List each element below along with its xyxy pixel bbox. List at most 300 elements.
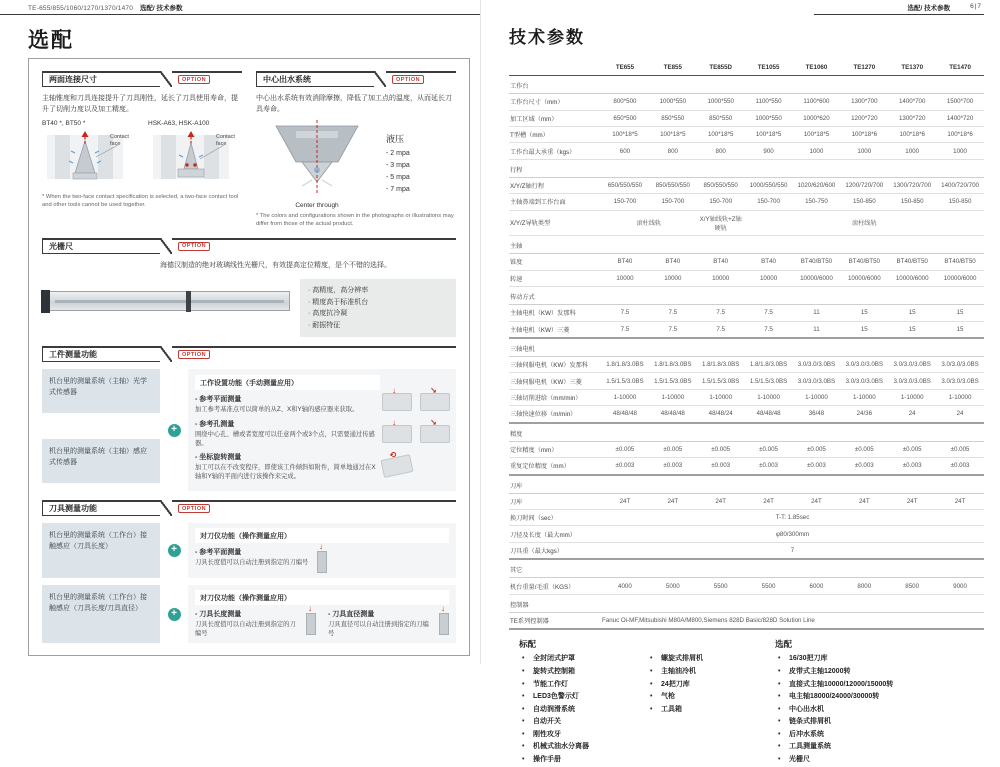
page-left-options [0,0,480,664]
spec-row [509,177,984,193]
spec-cell: 800*500 [601,94,649,110]
list-item: · 高精度，高分辨率 [308,287,369,295]
spec-cell: 7.5 [649,305,697,321]
list-item: • 气枪 [647,691,775,704]
tool-length-probe-icon [306,613,316,635]
slash-decoration [374,71,386,87]
scale-slot [55,300,284,303]
measure-item-name: - 刀具直径测量 [328,611,375,619]
spec-cell: 24T [697,493,745,509]
spec-cell: 24T [601,493,649,509]
spec-cell: ±0.003 [888,458,936,475]
spec-cell: 15 [888,321,936,338]
spec-cell: 1400/720/700 [936,177,984,193]
spec-cell: 1000*620 [793,110,841,126]
spec-cell: 4000 [601,578,649,594]
spec-cell: 3.0/3.0/3.0BS [793,373,841,389]
spec-cell: φ80/300mm [601,526,984,542]
workpiece-section-header [42,346,456,362]
slot-measure-icon: ↘ [420,425,450,443]
list-item: • LED3色警示灯 [519,691,647,704]
spec-cell: 1200/720/700 [840,177,888,193]
spec-cell: 24 [936,406,984,423]
spec-cell: 1.5/1.5/3.0BS [601,373,649,389]
spec-cell: 15 [840,305,888,321]
tool-measure-item [195,609,316,638]
workpiece-functions [188,369,456,491]
spec-cell: 10000 [745,270,793,286]
spec-row-label: 重复定位精度（mm） [509,458,601,475]
spec-cell: 7.5 [601,305,649,321]
spec-cell: ±0.005 [936,441,984,457]
spec-cell: 24T [936,493,984,509]
hsk-toolholder-figure [148,120,242,190]
spec-cell: 1100*600 [793,94,841,110]
spec-row [509,373,984,389]
spec-cell: 24T [840,493,888,509]
scale-feature-box [300,279,456,337]
spec-row-label: 换刀时间（sec） [509,510,601,526]
spec-section-row [509,594,984,612]
workpiece-measure-icons [382,386,450,475]
spec-row [509,612,984,629]
spec-cell: 15 [888,305,936,321]
band-linear-scale [42,238,456,338]
spec-cell: 8000 [840,578,888,594]
spec-cell: 1000 [840,143,888,159]
spec-row-label: 工作台最大承重（kgs） [509,143,601,159]
hydraulic-pressure-block [386,132,410,196]
spec-cell: 150-700 [649,194,697,210]
left-page-header [0,0,480,15]
spec-cell: 7.5 [745,305,793,321]
spec-cell: 850/550/550 [697,177,745,193]
plus-icon: + [168,424,181,437]
spec-cell: 11 [793,321,841,338]
spec-cell: 24T [793,493,841,509]
contact-face-label: Contact face [110,134,129,147]
spec-cell: BT40/BT50 [888,254,936,270]
measure-item-name: - 参考孔测量 [195,420,235,428]
spec-cell: 1000*550 [649,94,697,110]
spec-model-header: TE655 [601,60,649,76]
spec-cell: 15 [840,321,888,338]
spec-cell: 1-10000 [936,389,984,405]
section-rule [172,238,456,254]
spec-cell: 850*550 [649,110,697,126]
list-item: • 工具测量系统 [775,741,984,754]
spindle-icon [262,120,372,196]
measure-item [195,419,380,448]
spec-cell: 48/48/48 [745,406,793,423]
spec-cell: 3.0/3.0/3.0BS [793,357,841,373]
page-title-options: 选配 [28,29,74,52]
spec-cell: T-T: 1.85sec [601,510,984,526]
spec-cell: 1000*550 [697,94,745,110]
spec-cell: ±0.005 [697,441,745,457]
spec-cell: 7.5 [745,321,793,338]
slash-decoration [160,346,172,362]
plus-column [166,585,182,643]
list-item: • 机械式油水分离器 [519,741,647,754]
two-face-footnote: * When the two-face contact specification is selected, a two-face contact tool and other tools cannot be used together. [42,194,239,209]
right-page-header [814,0,984,15]
spec-section-label: 其它 [509,559,984,578]
spec-row [509,578,984,594]
scale-description: 海德汉制造的绝对玻璃线性光栅尺，有效提高定位精度，是个不错的选择。 [160,261,391,269]
spec-cell: 1000 [793,143,841,159]
spec-cell: BT40/BT50 [840,254,888,270]
scale-feature-list [308,285,448,331]
spec-cell: ±0.005 [745,441,793,457]
toolholder-diagrams [42,120,242,190]
spec-row-label: 工作台尺寸（mm） [509,94,601,110]
spec-cell: 100*18*5 [697,126,745,142]
spec-row [509,357,984,373]
spec-cell: 150-850 [936,194,984,210]
spec-cell: 7.5 [697,305,745,321]
spec-cell: 10000/6000 [936,270,984,286]
spec-model-header: TE1270 [840,60,888,76]
list-item: • 主轴油冷机 [647,666,775,679]
spec-cell: 7.5 [601,321,649,338]
two-face-section-header [42,71,242,87]
spec-cell: 滚柱线轨 [601,210,697,235]
hsk-label: HSK-A63, HSK-A100 [148,120,210,127]
spec-row [509,270,984,286]
section-rule [172,71,242,87]
section-rule [172,500,456,516]
spec-cell: 5500 [745,578,793,594]
spec-cell: 3.0/3.0/3.0BS [888,357,936,373]
measure-item-desc: 刀具长度值可以自动注册到指定的刀编号 [195,621,296,638]
spec-model-header: TE1470 [936,60,984,76]
spec-cell: 9000 [936,578,984,594]
spec-row [509,194,984,210]
spec-cell: ±0.005 [888,441,936,457]
spec-cell: 1-10000 [601,389,649,405]
spec-row [509,458,984,475]
bore-measure-icon: ↓ [382,425,412,443]
list-item: • 后冲水系统 [775,729,984,742]
spec-row [509,210,984,235]
optional-title: 选配 [775,639,793,650]
slash-decoration [160,500,172,516]
spec-cell: 100*18*6 [936,126,984,142]
spec-cell: 7.5 [649,321,697,338]
measure-item-desc: 刀具长度值可以自动注册到指定的刀编号 [195,559,309,567]
measure-item-name: - 参考平面测量 [195,396,242,404]
spec-row [509,493,984,509]
page-number: 6|7 [970,3,982,10]
spec-cell: 150-700 [745,194,793,210]
spec-cell: 1-10000 [697,389,745,405]
spec-cell: 1020/620/600 [793,177,841,193]
spec-cell: 36/48 [793,406,841,423]
spec-cell: 150-850 [888,194,936,210]
spec-cell: 11 [793,305,841,321]
spec-cell: 100*18*5 [649,126,697,142]
measure-item-name: - 参考平面测量 [195,549,242,557]
tool-measure-row [42,523,456,578]
list-item: · 精度高于标准机台 [308,298,369,306]
section-title: 两面连接尺寸 [42,71,160,87]
spec-cell: ±0.005 [649,441,697,457]
list-item: • 皮带式主轴12000转 [775,666,984,679]
center-coolant-description: 中心出水系统有效消除摩擦，降低了加工点的温度，从而延长刀具寿命。 [256,95,452,113]
spec-cell: 10000 [697,270,745,286]
spec-cell: ±0.005 [793,441,841,457]
rotation-measure-icon: ⟲ [380,455,413,479]
spec-section-row [509,286,984,304]
function-title-bar: 工作设置功能（手动测量应用） [195,375,380,390]
spec-corner [509,60,601,76]
spec-row [509,143,984,159]
spec-cell: 1-10000 [649,389,697,405]
spec-cell: 1.8/1.8/3.0BS [649,357,697,373]
spec-cell: 800 [649,143,697,159]
list-item: - 3 mpa [386,161,410,169]
spec-section-row [509,76,984,94]
spec-row-label: 主轴鼻端到工作台面 [509,194,601,210]
spec-cell: 1300/720/700 [888,177,936,193]
spec-cell: 1000*550 [745,110,793,126]
optical-sensor-box: 机台里的测量系统（主轴）光学式传感器 [42,369,160,413]
spec-cell: 1000/550/550 [745,177,793,193]
spec-row-label: T型槽（mm） [509,126,601,142]
spec-section-row [509,423,984,442]
list-item: • 自动开关 [519,716,647,729]
spec-cell: 1100*550 [745,94,793,110]
list-item: • 旋转式控制箱 [519,666,647,679]
optional-equipment [775,638,984,766]
list-item: • 直接式主轴10000/12000/15000转 [775,679,984,692]
spec-row-label: 刀具重（最大kgs） [509,542,601,559]
list-item: · 耐振特征 [308,321,341,329]
measure-item-desc: 刀具直径可以自动注册到指定的刀编号 [328,621,429,638]
section-title: 中心出水系统 [256,71,374,87]
spec-cell: 24 [888,406,936,423]
list-item: - 7 mpa [386,185,410,193]
spec-cell: 48/48/24 [697,406,745,423]
tool-measure-item [195,547,449,573]
plane-measure-icon: ↓ [382,393,412,411]
spec-cell: 5000 [649,578,697,594]
scale-reader-head [186,291,191,312]
spec-row-label: 加工区域（mm） [509,110,601,126]
bt-label: BT40 *, BT50 * [42,120,86,127]
spec-row [509,305,984,321]
spec-cell: 1000 [888,143,936,159]
option-badge: OPTION [178,350,210,359]
spec-model-header: TE1055 [745,60,793,76]
equipment-lists [509,638,984,766]
spec-cell: 24T [745,493,793,509]
list-item: • 自动润滑系统 [519,704,647,717]
function-title-bar: 对刀仪功能（操作测量应用） [195,528,449,543]
list-item: • 操作手册 [519,754,647,767]
spec-cell: 15 [936,305,984,321]
center-coolant-section [256,71,456,229]
spec-cell: 10000 [601,270,649,286]
spec-row [509,126,984,142]
spec-cell: 10000/6000 [840,270,888,286]
spec-row [509,110,984,126]
plus-column [166,523,182,578]
spec-cell: 滚柱线轨 [745,210,984,235]
list-item: • 中心出水机 [775,704,984,717]
spec-row [509,94,984,110]
spec-cell: BT40/BT50 [936,254,984,270]
options-outer-box [28,58,470,656]
spec-row-label: TE系列控制器 [509,612,601,629]
spec-cell: ±0.003 [793,458,841,475]
spec-cell: 850*550 [697,110,745,126]
spec-cell: 1-10000 [745,389,793,405]
spec-cell: 600 [601,143,649,159]
section-title: 刀具测量功能 [42,500,160,516]
spec-cell: 1400*720 [936,110,984,126]
two-face-description: 主轴锥度和刀具连接提升了刀具刚性，延长了刀具使用寿命，提升了切削力度以及加工精度。 [42,95,238,113]
spec-cell: 7.5 [697,321,745,338]
spec-cell: ±0.003 [936,458,984,475]
spec-row-label: 三轴伺服电机（KW）发那科 [509,357,601,373]
section-title: 工件测量功能 [42,346,160,362]
spec-cell: 48/48/48 [601,406,649,423]
spec-header-row [509,60,984,76]
spec-cell: 5500 [697,578,745,594]
spec-row [509,406,984,423]
list-item: · 高度抗冷凝 [308,310,348,318]
header-section-label: 选配/ 技术参数 [907,5,951,12]
spec-model-header: TE855 [649,60,697,76]
center-through-figure-row [256,120,456,209]
plus-icon: + [168,608,181,621]
spec-cell: 1000 [936,143,984,159]
spec-row-label: 三轴切削进给（mm/min） [509,389,601,405]
spec-cell: BT40 [601,254,649,270]
spec-row-label: 机台重量/毛重（KGS） [509,578,601,594]
spec-row-label: 定位精度（mm） [509,441,601,457]
standard-equipment [509,638,775,766]
spec-section-label: 精度 [509,423,984,442]
list-item: • 电主轴18000/24000/30000转 [775,691,984,704]
spec-cell: 1200*720 [840,110,888,126]
spec-section-label: 主轴 [509,236,984,254]
spec-cell: 1300*720 [888,110,936,126]
spec-row-label: X/Y/Z轴行程 [509,177,601,193]
spec-cell: 150-750 [793,194,841,210]
page-right-specs [480,0,1000,764]
scale-section-header [42,238,456,254]
spec-section-label: 控制器 [509,594,984,612]
list-item: • 全封闭式护罩 [519,653,647,666]
option-badge: OPTION [392,75,424,84]
band-tool-measure [42,500,456,643]
measure-item [195,452,380,481]
spec-cell: 1.5/1.5/3.0BS [697,373,745,389]
pressure-list [386,148,410,196]
spec-cell: 7 [601,542,984,559]
list-item: • 16/30把刀库 [775,653,984,666]
edge-measure-icon: ↘ [420,393,450,411]
center-coolant-footnote: * The colors and configurations shown in the photographs or illustrations may differ from those of the actual product. [256,213,454,228]
standard-list-col1 [519,653,647,766]
center-through-figure [256,120,378,209]
spec-cell: 800 [697,143,745,159]
section-rule [172,346,456,362]
table-touch-sensor-box: 机台里的测量系统（工作台）接触感应（刀具长度） [42,523,160,578]
hydraulic-title: 液压 [386,134,405,144]
spec-cell: 10000 [649,270,697,286]
spec-row-label: 刀径及长度（最大mm） [509,526,601,542]
plus-column [166,369,182,491]
spec-section-row [509,559,984,578]
spec-cell: 100*18*5 [601,126,649,142]
list-item: • 链条式排屑机 [775,716,984,729]
tool-measure-row [42,585,456,643]
spec-cell: 150-700 [697,194,745,210]
spec-cell: BT40/BT50 [793,254,841,270]
list-item: - 2 mpa [386,150,410,157]
spec-cell: Fanuc Oi-MF,Mitsubishi M80A/M800,Siemens 828D Basic/828D Solution Line [601,612,984,629]
spec-cell: 48/48/48 [649,406,697,423]
spec-cell: 100*18*6 [840,126,888,142]
spec-cell: 3.0/3.0/3.0BS [840,357,888,373]
spec-row [509,542,984,559]
spec-cell: 1300*700 [840,94,888,110]
tool-functions [188,585,456,643]
scale-figure-row [42,279,456,337]
spec-row [509,254,984,270]
list-item: • 工具箱 [647,704,775,717]
header-model-list: TE-655/855/1060/1270/1370/1470 [28,5,134,12]
spec-row-label: 主轴电机（KW）三菱 [509,321,601,338]
spec-cell: 900 [745,143,793,159]
spec-cell: ±0.005 [601,441,649,457]
spec-section-label: 行程 [509,159,984,177]
optional-list [775,653,984,766]
bt-toolholder-figure [42,120,136,190]
spec-cell: 1-10000 [888,389,936,405]
center-coolant-section-header [256,71,456,87]
spec-cell: ±0.003 [601,458,649,475]
spec-row-label: 转速 [509,270,601,286]
spec-cell: 1500*700 [936,94,984,110]
spec-cell: 24T [888,493,936,509]
spec-section-label: 传动方式 [509,286,984,304]
measure-item [195,394,380,414]
option-badge: OPTION [178,75,210,84]
spec-cell: 10000/6000 [888,270,936,286]
band-connection-coolant [42,71,456,229]
two-face-section [42,71,242,229]
spec-cell: 150-850 [840,194,888,210]
spec-section-row [509,475,984,494]
list-item: • 节能工作灯 [519,679,647,692]
measure-item-desc: 加工参考基准点可以简单的从Z、X和Y轴的感应器来获取。 [195,406,359,414]
spec-cell: 3.0/3.0/3.0BS [936,373,984,389]
spec-section-row [509,236,984,254]
spec-cell: 1-10000 [793,389,841,405]
slash-decoration [160,238,172,254]
spec-cell: 850/550/550 [649,177,697,193]
spec-row-label: 三轴伺服电机（KW）三菱 [509,373,601,389]
spec-section-label: 工作台 [509,76,984,94]
spec-cell: BT40 [697,254,745,270]
measure-item-name: - 坐标旋转测量 [195,453,242,461]
tool-measure-item [328,609,449,638]
